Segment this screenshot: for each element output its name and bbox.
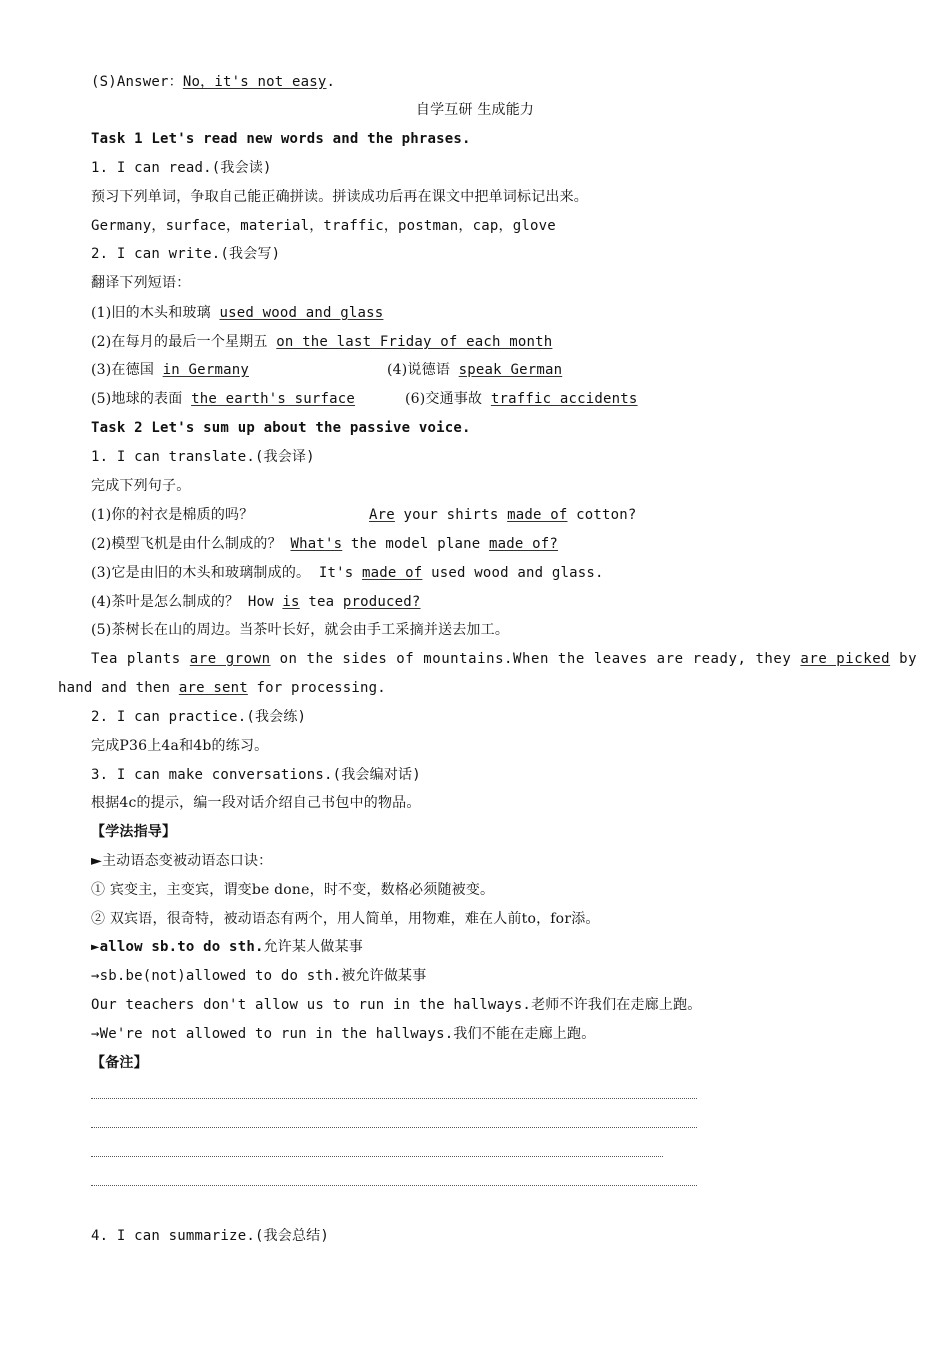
task2-summarize-label: 4. I can summarize.(我会总结) xyxy=(91,1228,330,1244)
sentence-4-start: How xyxy=(247,594,274,610)
sentence-2-question: (2)模型飞机是由什么制成的？ xyxy=(91,536,282,552)
study-guide-heading-2-cn: 允许某人做某事 xyxy=(263,939,363,955)
task2-practice-label: 2. I can practice.(我会练) xyxy=(91,709,307,725)
sentence-4-answer-1: is xyxy=(282,594,300,610)
sentence-2-answer-2: made of? xyxy=(488,536,559,552)
study-guide-example-3: →We're not allowed to run in the hallways.我们不能在走廊上跑。 xyxy=(91,1026,596,1042)
sentence-3-answer: made of xyxy=(362,565,423,581)
sentence-5-line-2 xyxy=(58,679,386,697)
notes-title: 【备注】 xyxy=(91,1055,148,1071)
phrase-1 xyxy=(91,304,383,322)
sentence-5-part-a: Tea plants xyxy=(91,651,181,667)
notes-line-2[interactable] xyxy=(91,1127,697,1128)
study-guide-example-1: →sb.be(not)allowed to do sth.被允许做某事 xyxy=(91,968,427,984)
sentence-1-end: cotton? xyxy=(576,507,637,523)
sentence-5-question: (5)茶树长在山的周边。当茶叶长好，就会由手工采摘并送去加工。 xyxy=(91,622,510,638)
task1-read-label: 1. I can read.(我会读) xyxy=(91,160,272,176)
phrase-4-question: (4)说德语 xyxy=(387,362,451,378)
phrase-3-question: (3)在德国 xyxy=(91,362,155,378)
phrase-6-answer: traffic accidents xyxy=(490,391,638,407)
task2-conversation-instruction: 根据4c的提示，编一段对话介绍自己书包中的物品。 xyxy=(91,795,421,811)
sentence-1-middle: your shirts xyxy=(403,507,499,523)
study-guide-title: 【学法指导】 xyxy=(91,824,177,840)
section-title: 自学互研 生成能力 xyxy=(415,102,535,118)
task2-translate-label: 1. I can translate.(我会译) xyxy=(91,449,315,465)
task2-practice-instruction: 完成P36上4a和4b的练习。 xyxy=(91,738,269,754)
phrase-6-question: (6)交通事故 xyxy=(405,391,483,407)
sentence-5-part-f: hand and then xyxy=(58,680,171,696)
sentence-3-end: used wood and glass. xyxy=(431,565,604,581)
sentence-1-answer-2: made of xyxy=(507,507,568,523)
phrase-5-question: (5)地球的表面 xyxy=(91,391,183,407)
task1-title: Task 1 Let's read new words and the phrases. xyxy=(91,131,471,147)
sentence-5-answer-3: are sent xyxy=(178,680,248,696)
task1-word-list: Germany，surface，material，traffic，postman，cap，glove xyxy=(91,218,556,234)
sentence-5-line-1 xyxy=(91,650,917,668)
sentence-2-answer-1: What's xyxy=(290,536,343,552)
notes-line-3[interactable] xyxy=(91,1156,663,1157)
answer-prefix: (S)Answer： xyxy=(91,74,183,90)
sentence-1-question: (1)你的衬衣是棉质的吗？ xyxy=(91,507,254,523)
sentence-5-part-c: on the sides of mountains.When the leaves are ready, they xyxy=(279,651,792,667)
phrase-2-question: (2)在每月的最后一个星期五 xyxy=(91,334,268,350)
phrase-4-answer: speak German xyxy=(458,362,563,378)
sentence-4-answer-2: produced? xyxy=(342,594,421,610)
notes-line-1[interactable] xyxy=(91,1098,697,1099)
phrase-3-answer: in Germany xyxy=(162,362,249,378)
study-guide-example-2: Our teachers don't allow us to run in the hallways.老师不许我们在走廊上跑。 xyxy=(91,997,702,1013)
study-guide-rule-2: ② 双宾语，很奇特，被动语态有两个，用人简单，用物难，难在人前to，for添。 xyxy=(91,911,600,927)
task1-write-label: 2. I can write.(我会写) xyxy=(91,246,281,262)
phrase-4 xyxy=(387,361,562,379)
sentence-4-middle: tea xyxy=(308,594,335,610)
answer-value: No，it's not easy xyxy=(182,74,327,90)
sentence-1 xyxy=(91,506,253,524)
sentence-3 xyxy=(91,564,604,582)
answer-suffix: . xyxy=(326,74,336,90)
phrase-6 xyxy=(405,390,638,408)
sentence-3-start: It's xyxy=(318,565,354,581)
top-answer-line xyxy=(91,73,335,91)
phrase-2-answer: on the last Friday of each month xyxy=(276,334,553,350)
sentence-5-part-g: for processing. xyxy=(256,680,386,696)
phrase-5 xyxy=(91,390,355,408)
sentence-3-question: (3)它是由旧的木头和玻璃制成的。 xyxy=(91,565,311,581)
task2-conversation-label: 3. I can make conversations.(我会编对话) xyxy=(91,767,421,783)
sentence-2 xyxy=(91,535,558,553)
study-guide-heading-1: ►主动语态变被动语态口诀： xyxy=(91,853,273,869)
sentence-1-answer-1: Are xyxy=(369,507,395,523)
study-guide-heading-2-en: ►allow sb.to do sth. xyxy=(91,939,264,955)
sentence-4-question: (4)茶叶是怎么制成的？ xyxy=(91,594,240,610)
task1-write-instruction: 翻译下列短语： xyxy=(91,275,191,291)
study-guide-rule-1: ① 宾变主，主变宾，谓变be done，时不变，数格必须随被变。 xyxy=(91,882,495,898)
notes-line-4[interactable] xyxy=(91,1185,697,1186)
phrase-1-question: (1)旧的木头和玻璃 xyxy=(91,305,211,321)
sentence-5-answer-1: are grown xyxy=(189,651,271,667)
task2-title: Task 2 Let's sum up about the passive voice. xyxy=(91,420,471,436)
phrase-3 xyxy=(91,361,249,379)
sentence-1-english xyxy=(369,506,637,524)
sentence-5-part-e: by xyxy=(899,651,918,667)
sentence-4 xyxy=(91,593,421,611)
phrase-5-answer: the earth's surface xyxy=(191,391,356,407)
phrase-1-answer: used wood and glass xyxy=(219,305,384,321)
task1-read-instruction: 预习下列单词，争取自己能正确拼读。拼读成功后再在课文中把单词标记出来。 xyxy=(91,189,588,205)
study-guide-heading-2 xyxy=(91,938,363,956)
sentence-2-middle: the model plane xyxy=(350,536,481,552)
phrase-2 xyxy=(91,333,552,351)
task2-translate-instruction: 完成下列句子。 xyxy=(91,478,191,494)
sentence-5-answer-2: are picked xyxy=(800,651,891,667)
